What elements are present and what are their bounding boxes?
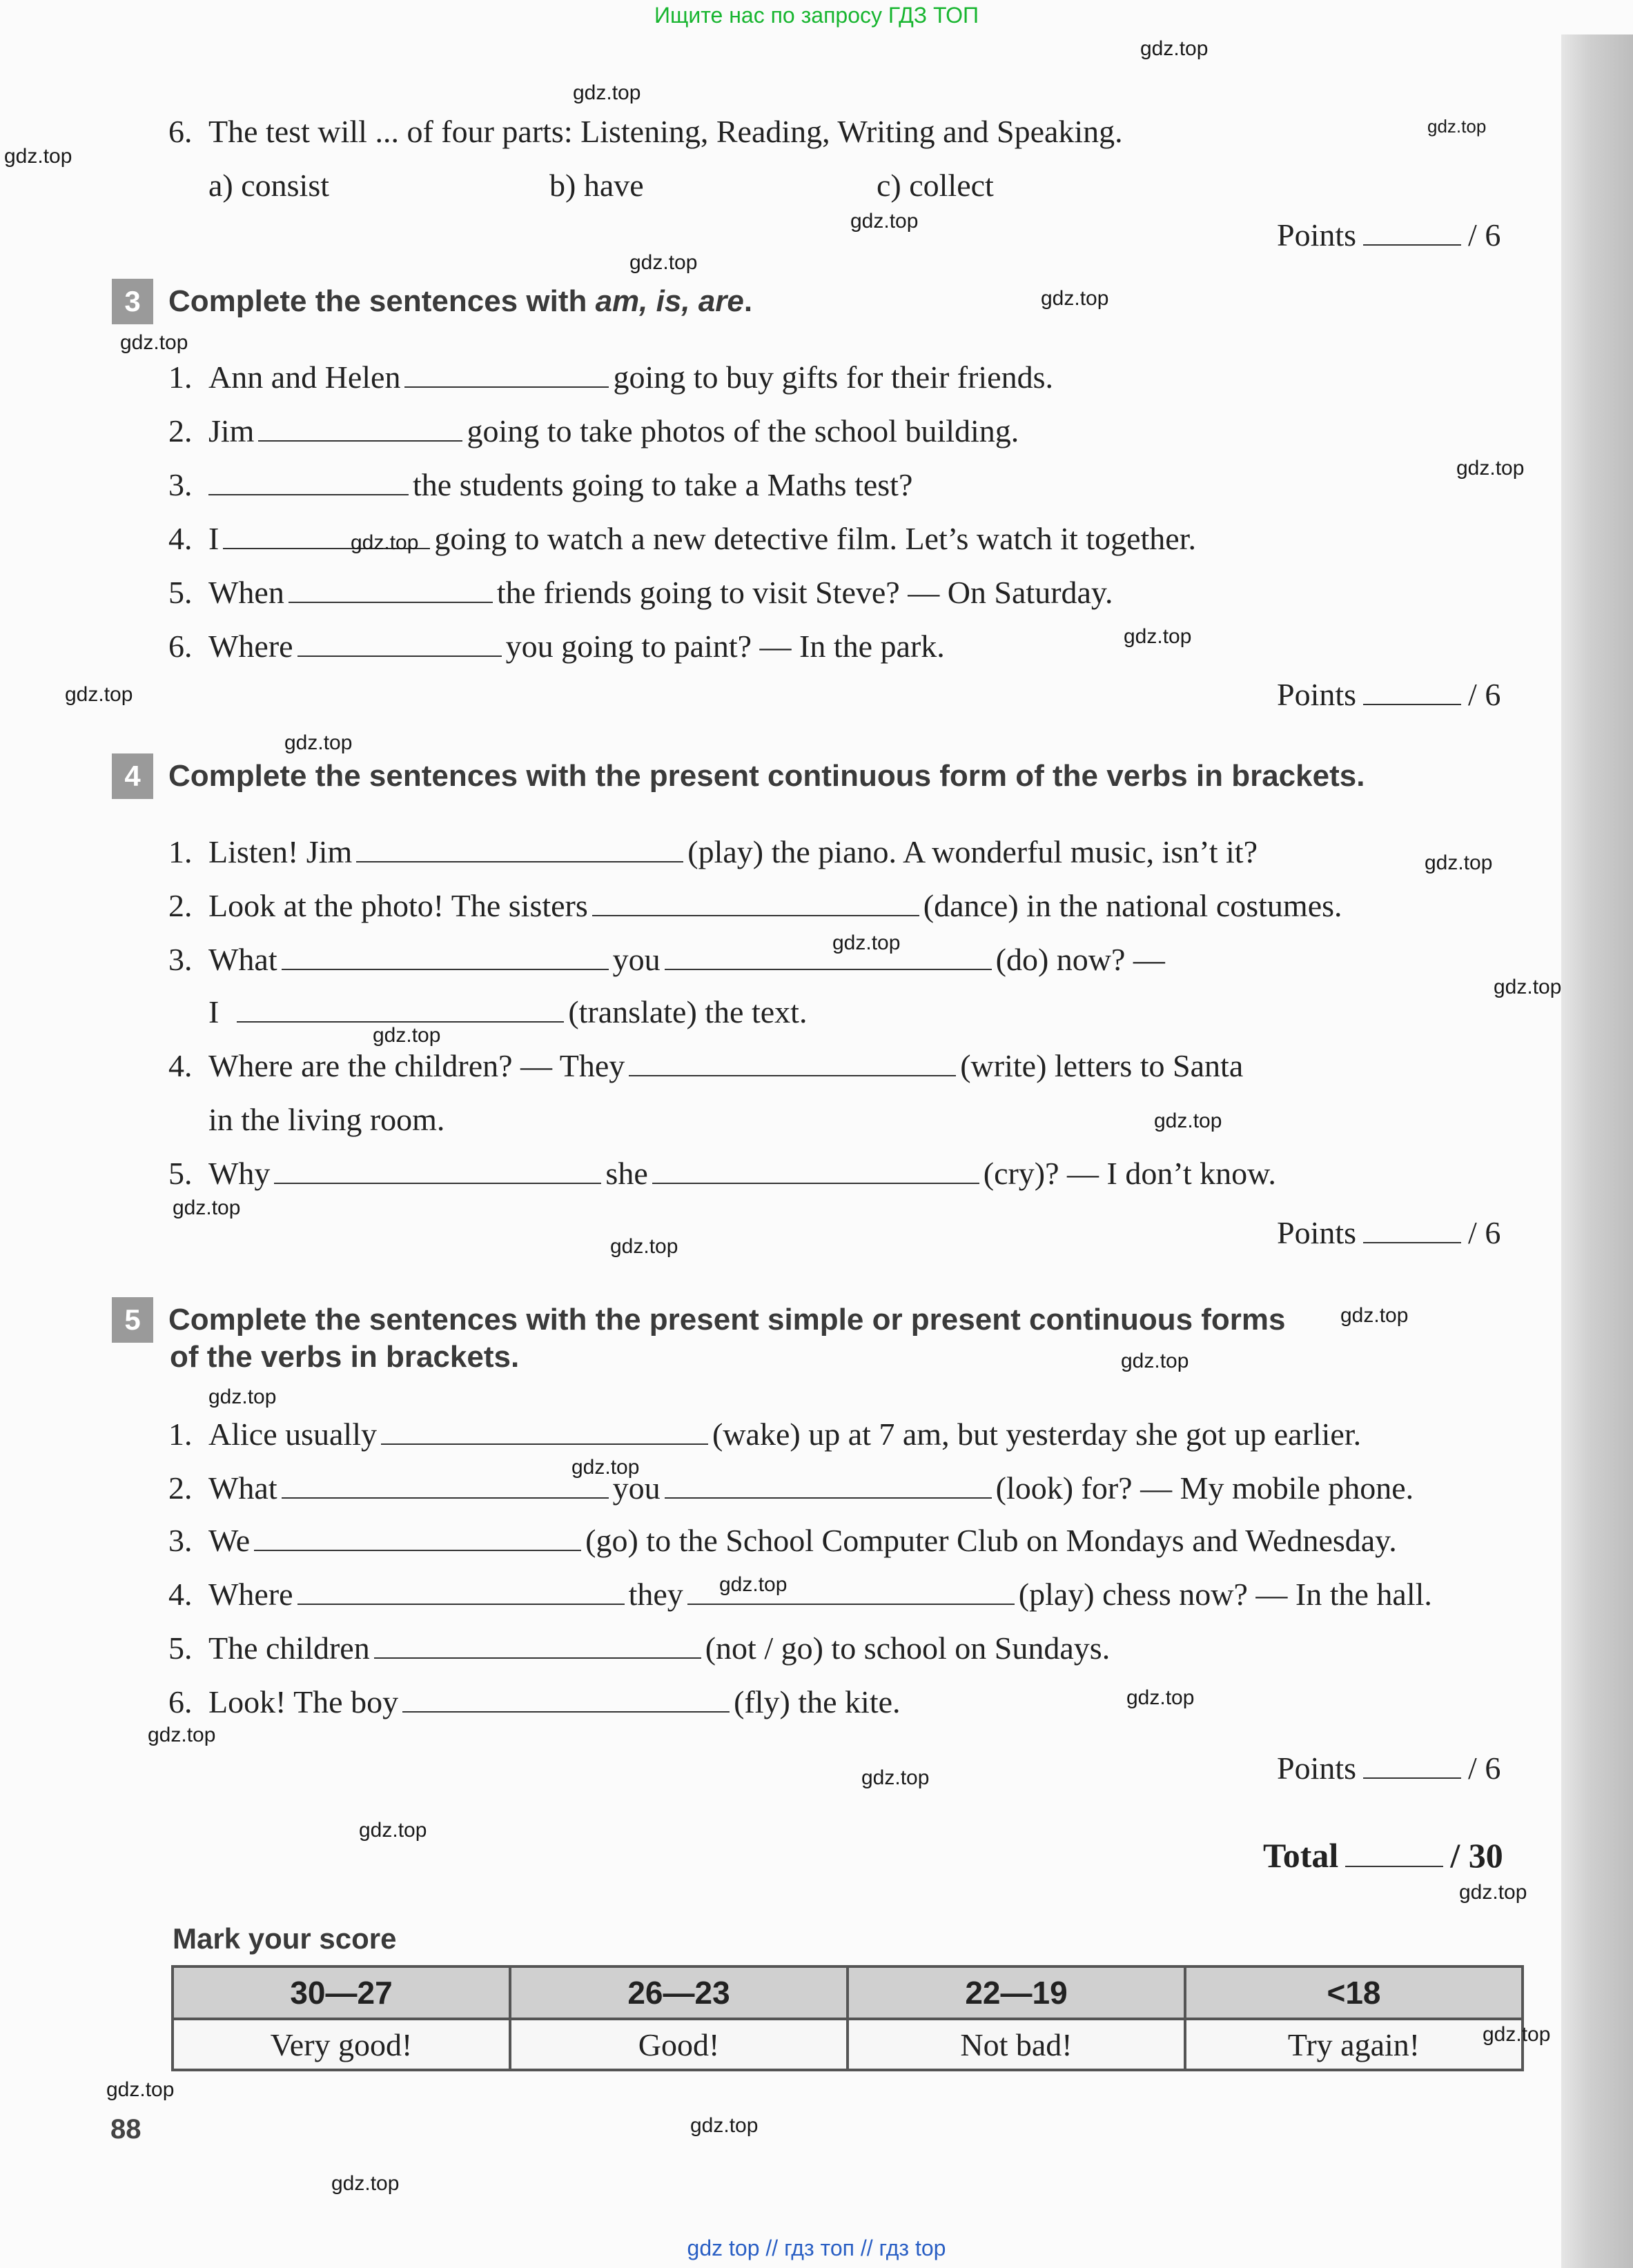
watermark: gdz.top bbox=[719, 1573, 788, 1596]
watermark: gdz.top bbox=[1456, 457, 1525, 480]
item-text: Where bbox=[208, 1577, 293, 1612]
item-text: Where bbox=[208, 629, 293, 664]
item-text: (cry)? — I don’t know. bbox=[983, 1156, 1276, 1191]
item-text: (play) the piano. A wonderful music, isn’t it? bbox=[687, 834, 1258, 869]
points-blank[interactable] bbox=[1363, 221, 1461, 246]
item-text: you bbox=[612, 1470, 661, 1506]
points-label: Points bbox=[1277, 217, 1357, 253]
points-blank[interactable] bbox=[1363, 680, 1461, 705]
watermark: gdz.top bbox=[1340, 1304, 1409, 1327]
answer-blank[interactable] bbox=[258, 415, 462, 442]
item-text: Look! The boy bbox=[208, 1684, 399, 1719]
page-edge-shadow bbox=[1561, 34, 1633, 2268]
item-number: 3. bbox=[168, 1523, 193, 1558]
watermark: gdz.top bbox=[1494, 976, 1562, 998]
s4-item-3 bbox=[168, 941, 1165, 978]
answer-blank[interactable] bbox=[356, 836, 683, 862]
item-number: 2. bbox=[168, 888, 193, 923]
item-number: 1. bbox=[168, 359, 193, 395]
answer-blank[interactable] bbox=[652, 1158, 979, 1184]
item-number: 1. bbox=[168, 834, 193, 869]
answer-blank[interactable] bbox=[665, 1472, 992, 1499]
watermark: gdz.top bbox=[1459, 1881, 1527, 1904]
section-5-heading bbox=[112, 1297, 1286, 1343]
item-text: Alice usually bbox=[208, 1417, 377, 1452]
item-text: they bbox=[628, 1577, 683, 1612]
total-score bbox=[1263, 1835, 1503, 1875]
answer-blank[interactable] bbox=[402, 1686, 730, 1713]
item-text: Why bbox=[208, 1156, 271, 1191]
item-text: (play) chess now? — In the hall. bbox=[1018, 1577, 1432, 1612]
points-max: / 6 bbox=[1468, 1751, 1501, 1786]
answer-blank[interactable] bbox=[254, 1525, 581, 1551]
s4-item-4 bbox=[168, 1047, 1243, 1084]
s4-item-4-continued: in the living room. bbox=[208, 1102, 445, 1137]
item-text: (fly) the kite. bbox=[734, 1684, 901, 1719]
s4-item-2 bbox=[168, 887, 1342, 924]
score-table-title: Mark your score bbox=[173, 1922, 397, 1955]
item-text: you going to paint? — In the park. bbox=[505, 629, 945, 664]
s5-item-6 bbox=[168, 1684, 901, 1720]
s5-points bbox=[1277, 1750, 1500, 1786]
points-max: / 6 bbox=[1468, 1215, 1501, 1250]
item-number: 2. bbox=[168, 1470, 193, 1506]
item-text: going to buy gifts for their friends. bbox=[613, 359, 1053, 395]
item-text: she bbox=[605, 1156, 648, 1191]
watermark: gdz.top bbox=[284, 731, 353, 754]
section-5-title-line-2: of the verbs in brackets. bbox=[170, 1340, 520, 1374]
item-number: 5. bbox=[168, 1630, 193, 1666]
watermark: gdz.top bbox=[571, 1456, 640, 1479]
watermark: gdz.top bbox=[1154, 1110, 1222, 1132]
watermark: gdz.top bbox=[173, 1196, 241, 1219]
q6-option-b: b) have bbox=[549, 168, 644, 203]
item-text: I bbox=[208, 521, 219, 556]
score-ranges-row bbox=[173, 1966, 1523, 2019]
item-text: (do) now? — bbox=[995, 942, 1165, 977]
s3-item-3 bbox=[168, 466, 912, 503]
item-text: I bbox=[208, 994, 219, 1029]
section-5-number: 5 bbox=[112, 1297, 153, 1343]
item-text: (translate) the text. bbox=[568, 994, 808, 1029]
score-table bbox=[171, 1965, 1524, 2071]
item-text: going to watch a new detective film. Let’s watch it together. bbox=[434, 521, 1196, 556]
watermark: gdz.top bbox=[373, 1024, 441, 1047]
s4-item-3-continued bbox=[208, 994, 807, 1030]
answer-blank[interactable] bbox=[237, 996, 564, 1023]
score-range: <18 bbox=[1185, 1966, 1523, 2019]
section-4-title: Complete the sentences with the present continuous form of the verbs in brackets. bbox=[168, 759, 1365, 793]
s4-item-5 bbox=[168, 1155, 1276, 1192]
points-blank[interactable] bbox=[1363, 1219, 1461, 1243]
watermark: gdz.top bbox=[1425, 851, 1493, 874]
watermark: gdz.top bbox=[629, 251, 698, 274]
watermark: gdz.top bbox=[1121, 1350, 1189, 1372]
total-label: Total bbox=[1263, 1836, 1339, 1875]
points-label: Points bbox=[1277, 677, 1357, 712]
item-text: When bbox=[208, 575, 284, 610]
s3-item-5 bbox=[168, 574, 1113, 611]
score-labels-row bbox=[173, 2019, 1523, 2070]
section-3-title-end: . bbox=[743, 284, 753, 318]
score-range: 26—23 bbox=[510, 1966, 848, 2019]
s5-item-1 bbox=[168, 1416, 1361, 1452]
watermark: gdz.top bbox=[573, 81, 641, 104]
s5-item-5 bbox=[168, 1630, 1110, 1666]
item-number: 5. bbox=[168, 1156, 193, 1191]
item-text: Jim bbox=[208, 413, 255, 448]
points-max: / 6 bbox=[1468, 217, 1501, 253]
watermark: gdz.top bbox=[331, 2172, 400, 2195]
watermark: gdz.top bbox=[208, 1386, 277, 1408]
watermark: gdz.top bbox=[148, 1724, 216, 1746]
watermark: gdz.top bbox=[4, 145, 72, 168]
s5-item-3 bbox=[168, 1522, 1397, 1559]
answer-blank[interactable] bbox=[297, 1579, 625, 1605]
section-5-title: Complete the sentences with the present simple or present continuous forms bbox=[168, 1303, 1286, 1337]
answer-blank[interactable] bbox=[592, 890, 919, 916]
item-text: Where are the children? — They bbox=[208, 1048, 625, 1083]
item-number: 4. bbox=[168, 521, 193, 556]
s4-item-1 bbox=[168, 834, 1258, 870]
answer-blank[interactable] bbox=[274, 1158, 601, 1184]
s3-points bbox=[1277, 676, 1500, 713]
s5-item-4 bbox=[168, 1576, 1432, 1613]
q6-text: The test will ... of four parts: Listening, Reading, Writing and Speaking. bbox=[208, 114, 1123, 149]
watermark: gdz.top bbox=[1124, 625, 1192, 648]
watermark: gdz.top bbox=[120, 331, 188, 354]
s4-points bbox=[1277, 1214, 1500, 1251]
top-ad-link[interactable]: Ищите нас по запросу ГДЗ ТОП bbox=[654, 3, 979, 28]
item-number: 6. bbox=[168, 629, 193, 664]
q6-option-c: c) collect bbox=[877, 168, 994, 203]
item-text: Listen! Jim bbox=[208, 834, 353, 869]
points-max: / 6 bbox=[1468, 677, 1501, 712]
bottom-ad-link[interactable]: gdz top // гдз топ // гдз top bbox=[687, 2236, 946, 2260]
answer-blank[interactable] bbox=[629, 1050, 956, 1076]
points-label: Points bbox=[1277, 1751, 1357, 1786]
answer-blank[interactable] bbox=[665, 944, 992, 970]
watermark: gdz.top bbox=[106, 2078, 175, 2101]
q6-number: 6. bbox=[168, 114, 193, 149]
answer-blank[interactable] bbox=[404, 362, 609, 388]
watermark: gdz.top bbox=[65, 683, 133, 706]
item-text: (wake) up at 7 am, but yesterday she got up earlier. bbox=[712, 1417, 1362, 1452]
watermark: gdz.top bbox=[1041, 287, 1109, 310]
item-text: The children bbox=[208, 1630, 370, 1666]
answer-blank[interactable] bbox=[374, 1633, 701, 1659]
item-text: (write) letters to Santa bbox=[960, 1048, 1244, 1083]
watermark: gdz.top bbox=[359, 1819, 427, 1842]
section-4-heading bbox=[112, 753, 1365, 799]
section-4-number: 4 bbox=[112, 753, 153, 799]
answer-blank[interactable] bbox=[381, 1419, 708, 1445]
item-text: What bbox=[208, 942, 277, 977]
watermark: gdz.top bbox=[1126, 1686, 1195, 1709]
watermark: gdz.top bbox=[832, 931, 901, 954]
watermark: gdz.top bbox=[1427, 116, 1487, 137]
watermark: gdz.top bbox=[610, 1235, 678, 1258]
answer-blank[interactable] bbox=[282, 944, 609, 970]
watermark: gdz.top bbox=[861, 1766, 930, 1789]
points-label: Points bbox=[1277, 1215, 1357, 1250]
page-number: 88 bbox=[110, 2114, 141, 2144]
item-text: Look at the photo! The sisters bbox=[208, 888, 588, 923]
item-number: 3. bbox=[168, 942, 193, 977]
item-number: 4. bbox=[168, 1048, 193, 1083]
item-number: 5. bbox=[168, 575, 193, 610]
item-text: you bbox=[612, 942, 661, 977]
item-number: 4. bbox=[168, 1577, 193, 1612]
score-range: 30—27 bbox=[173, 1966, 510, 2019]
q6-points bbox=[1277, 217, 1500, 253]
watermark: gdz.top bbox=[850, 210, 919, 233]
section-3-title: Complete the sentences with bbox=[168, 284, 596, 318]
item-text: the students going to take a Maths test? bbox=[413, 467, 913, 502]
item-number: 3. bbox=[168, 467, 193, 502]
s3-item-6 bbox=[168, 628, 945, 664]
item-text: Ann and Helen bbox=[208, 359, 401, 395]
q6-line bbox=[168, 113, 1123, 150]
watermark: gdz.top bbox=[351, 531, 419, 554]
answer-blank[interactable] bbox=[208, 469, 409, 495]
watermark: gdz.top bbox=[1140, 37, 1209, 60]
watermark: gdz.top bbox=[690, 2114, 759, 2137]
item-text: (not / go) to school on Sundays. bbox=[705, 1630, 1111, 1666]
answer-blank[interactable] bbox=[297, 631, 502, 657]
score-label: Not bad! bbox=[848, 2019, 1185, 2070]
s3-item-1 bbox=[168, 359, 1053, 395]
item-text: (look) for? — My mobile phone. bbox=[995, 1470, 1414, 1506]
item-number: 1. bbox=[168, 1417, 193, 1452]
s3-item-4 bbox=[168, 520, 1196, 557]
section-3-number: 3 bbox=[112, 279, 153, 324]
answer-blank[interactable] bbox=[289, 577, 493, 603]
item-number: 2. bbox=[168, 413, 193, 448]
item-text: What bbox=[208, 1470, 277, 1506]
s5-item-2 bbox=[168, 1470, 1414, 1506]
score-label: Good! bbox=[510, 2019, 848, 2070]
item-text: We bbox=[208, 1523, 251, 1558]
section-3-title-words: am, is, are bbox=[595, 284, 744, 318]
item-number: 6. bbox=[168, 1684, 193, 1719]
item-text: going to take photos of the school building. bbox=[467, 413, 1019, 448]
item-text: (go) to the School Computer Club on Mondays and Wednesday. bbox=[585, 1523, 1397, 1558]
watermark: gdz.top bbox=[1483, 2023, 1551, 2046]
score-label: Try again! bbox=[1185, 2019, 1523, 2070]
item-text: the friends going to visit Steve? — On Saturday. bbox=[496, 575, 1113, 610]
total-max: / 30 bbox=[1450, 1836, 1503, 1875]
answer-blank[interactable] bbox=[282, 1472, 609, 1499]
item-text: (dance) in the national costumes. bbox=[923, 888, 1342, 923]
score-range: 22—19 bbox=[848, 1966, 1185, 2019]
section-3-heading bbox=[112, 279, 752, 324]
q6-option-a: a) consist bbox=[208, 168, 330, 203]
score-label: Very good! bbox=[173, 2019, 510, 2070]
s3-item-2 bbox=[168, 413, 1019, 449]
total-blank[interactable] bbox=[1345, 1842, 1443, 1867]
points-blank[interactable] bbox=[1363, 1754, 1461, 1779]
